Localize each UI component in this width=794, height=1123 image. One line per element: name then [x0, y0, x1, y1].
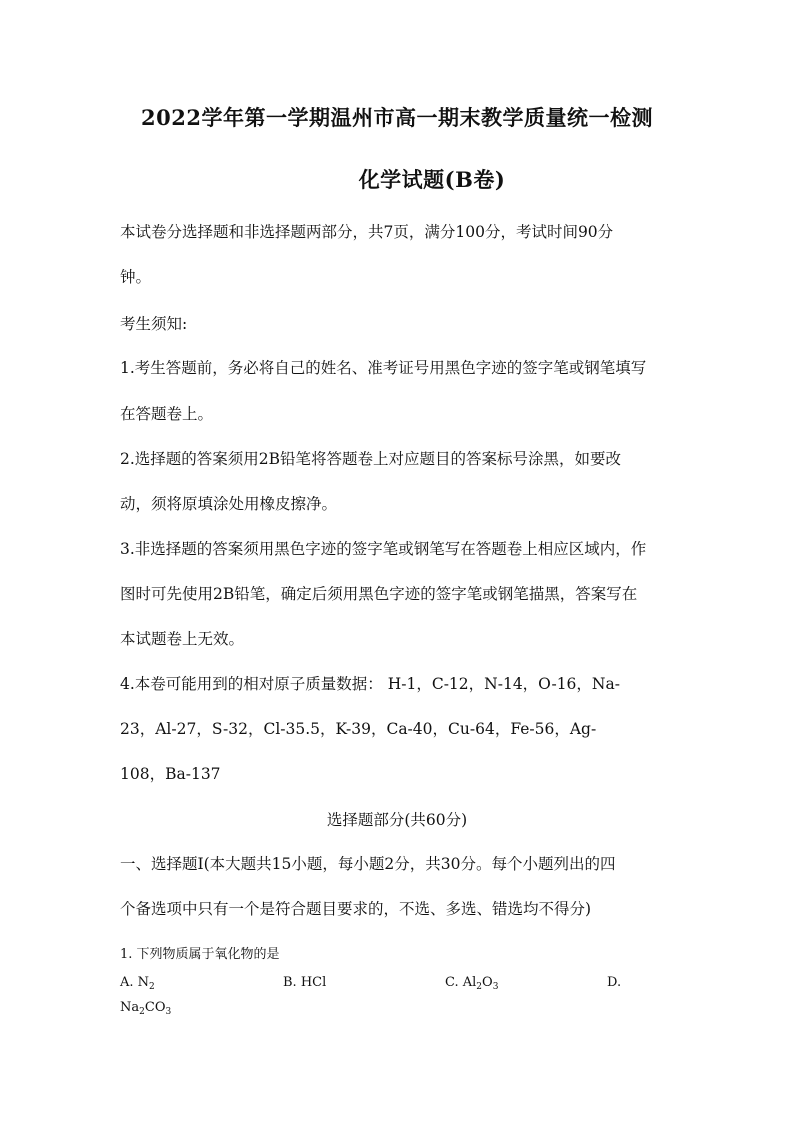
- note-3-line-3: 本试题卷上无效。: [120, 630, 245, 648]
- section-title: 选择题部分(共60分): [326, 811, 468, 829]
- note-3-line-2: 图时可先使用2B铅笔，确定后须用黑色字迹的签字笔或钢笔描黑，答案写在: [120, 585, 638, 603]
- intro-line-2: 钟。: [120, 268, 152, 286]
- note-4-line-2: 23，Al-27，S-32，Cl-35.5，K-39，Ca-40，Cu-64，Fe-56，Ag-: [120, 720, 597, 738]
- exam-subtitle-text: 化学试题(B卷): [358, 167, 506, 192]
- question-1-stem: 1. 下列物质属于氧化物的是: [120, 947, 280, 962]
- note-3-line-1: 3.非选择题的答案须用黑色字迹的签字笔或钢笔写在答题卷上相应区域内，作: [120, 540, 647, 558]
- question-1-option-c: C. $Al_2O_3$: [445, 975, 499, 992]
- note-1-line-1: 1.考生答题前，务必将自己的姓名、准考证号用黑色字迹的签字笔或钢笔填写: [120, 359, 647, 377]
- question-1-option-b: B. HCl: [283, 975, 327, 990]
- intro-line-1: 本试卷分选择题和非选择题两部分，共7页，满分100分，考试时间90分: [120, 223, 614, 241]
- question-1-option-d: D.: [607, 975, 622, 990]
- note-2-line-1: 2.选择题的答案须用2B铅笔将答题卷上对应题目的答案标号涂黑，如要改: [120, 450, 622, 468]
- section-desc-line-1: 一、选择题I(本大题共15小题，每小题2分，共30分。每个小题列出的四: [120, 855, 616, 873]
- exam-title: 2022学年第一学期温州市高一期末教学质量统一检测: [141, 105, 653, 130]
- note-1-line-2: 在答题卷上。: [120, 405, 214, 423]
- note-4-line-1: 4.本卷可能用到的相对原子质量数据： H-1，C-12，N-14，O-16，Na-: [120, 675, 620, 693]
- section-desc-line-2: 个备选项中只有一个是符合题目要求的，不选、多选、错选均不得分): [120, 900, 592, 918]
- notes-heading: 考生须知:: [120, 315, 188, 333]
- exam-subtitle: [0, 164, 794, 194]
- question-1-option-a: A. $N_2$: [120, 975, 155, 992]
- note-4-line-3: 108，Ba-137: [120, 765, 221, 783]
- note-2-line-2: 动，须将原填涂处用橡皮擦净。: [120, 495, 338, 513]
- question-1-option-d-formula: $Na_2CO_3$: [120, 1000, 172, 1017]
